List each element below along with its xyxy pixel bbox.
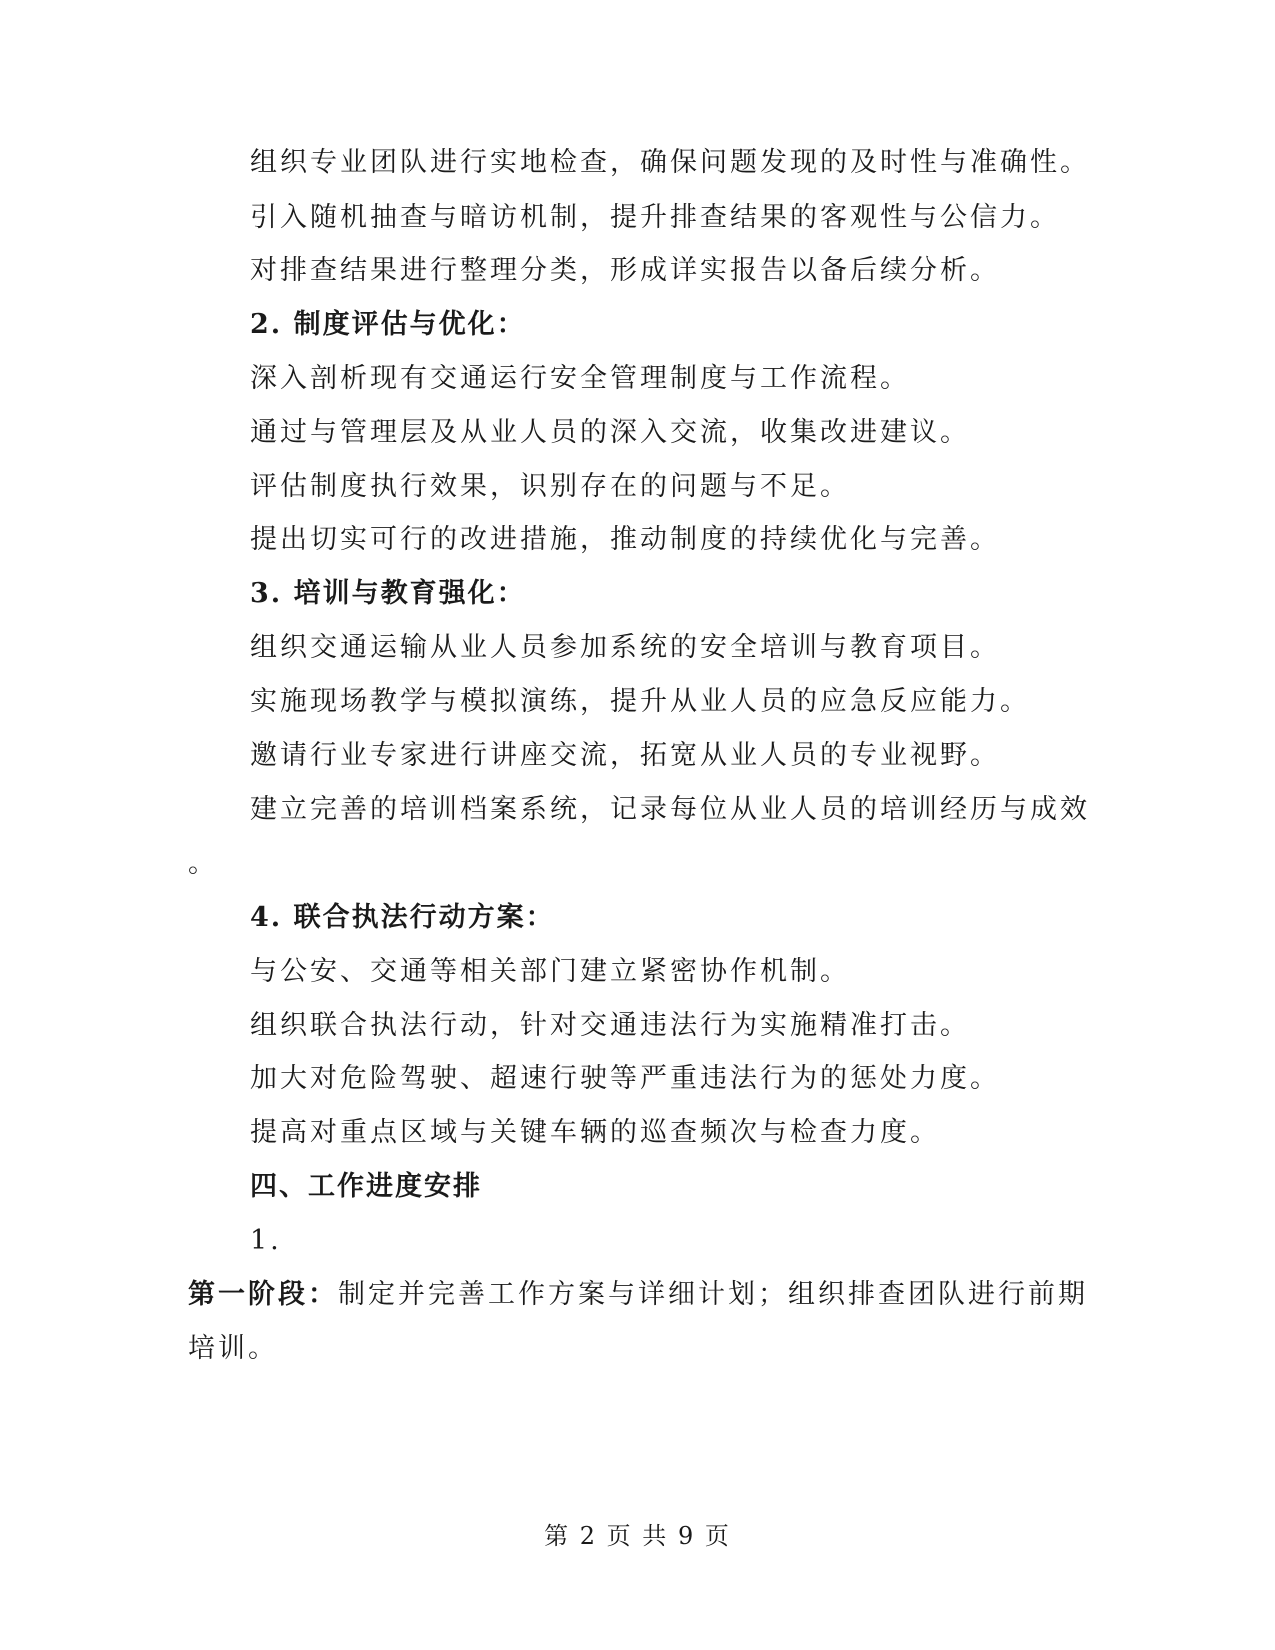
- paragraph-line: 与公安、交通等相关部门建立紧密协作机制。: [250, 956, 850, 987]
- paragraph-line: 培训。: [188, 1333, 278, 1364]
- paragraph-line: 邀请行业专家进行讲座交流，拓宽从业人员的专业视野。: [250, 740, 1000, 771]
- paragraph-line: 加大对危险驾驶、超速行驶等严重违法行为的惩处力度。: [250, 1063, 1000, 1094]
- paragraph-line: 引入随机抽查与暗访机制，提升排查结果的客观性与公信力。: [250, 202, 1060, 233]
- overflow-punctuation: 。: [188, 848, 218, 879]
- paragraph-line: 组织交通运输从业人员参加系统的安全培训与教育项目。: [250, 632, 1000, 663]
- part-heading: 四、工作进度安排: [250, 1171, 482, 1202]
- paragraph-line: 深入剖析现有交通运行安全管理制度与工作流程。: [250, 363, 910, 394]
- section-heading: 4. 联合执法行动方案：: [250, 902, 555, 933]
- paragraph-line: 提高对重点区域与关键车辆的巡查频次与检查力度。: [250, 1117, 940, 1148]
- section-heading: 3. 培训与教育强化：: [250, 578, 526, 609]
- paragraph-line: 组织专业团队进行实地检查，确保问题发现的及时性与准确性。: [250, 147, 1090, 178]
- paragraph-line: 组织联合执法行动，针对交通违法行为实施精准打击。: [250, 1010, 970, 1041]
- paragraph-line: 通过与管理层及从业人员的深入交流，收集改进建议。: [250, 417, 970, 448]
- section-heading: 2. 制度评估与优化：: [250, 309, 526, 340]
- stage-line: [188, 1277, 1088, 1313]
- paragraph-line: 实施现场教学与模拟演练，提升从业人员的应急反应能力。: [250, 686, 1030, 717]
- paragraph-line: 对排查结果进行整理分类，形成详实报告以备后续分析。: [250, 255, 1000, 286]
- list-number: 1.: [250, 1225, 282, 1256]
- paragraph-line: 评估制度执行效果，识别存在的问题与不足。: [250, 471, 850, 502]
- page-footer: 第 2 页 共 9 页: [544, 1522, 731, 1550]
- stage-text: 制定并完善工作方案与详细计划；组织排查团队进行前期: [338, 1279, 1088, 1310]
- paragraph-line: 建立完善的培训档案系统，记录每位从业人员的培训经历与成效: [250, 794, 1090, 825]
- paragraph-line: 提出切实可行的改进措施，推动制度的持续优化与完善。: [250, 524, 1000, 555]
- stage-label: 第一阶段：: [188, 1279, 338, 1310]
